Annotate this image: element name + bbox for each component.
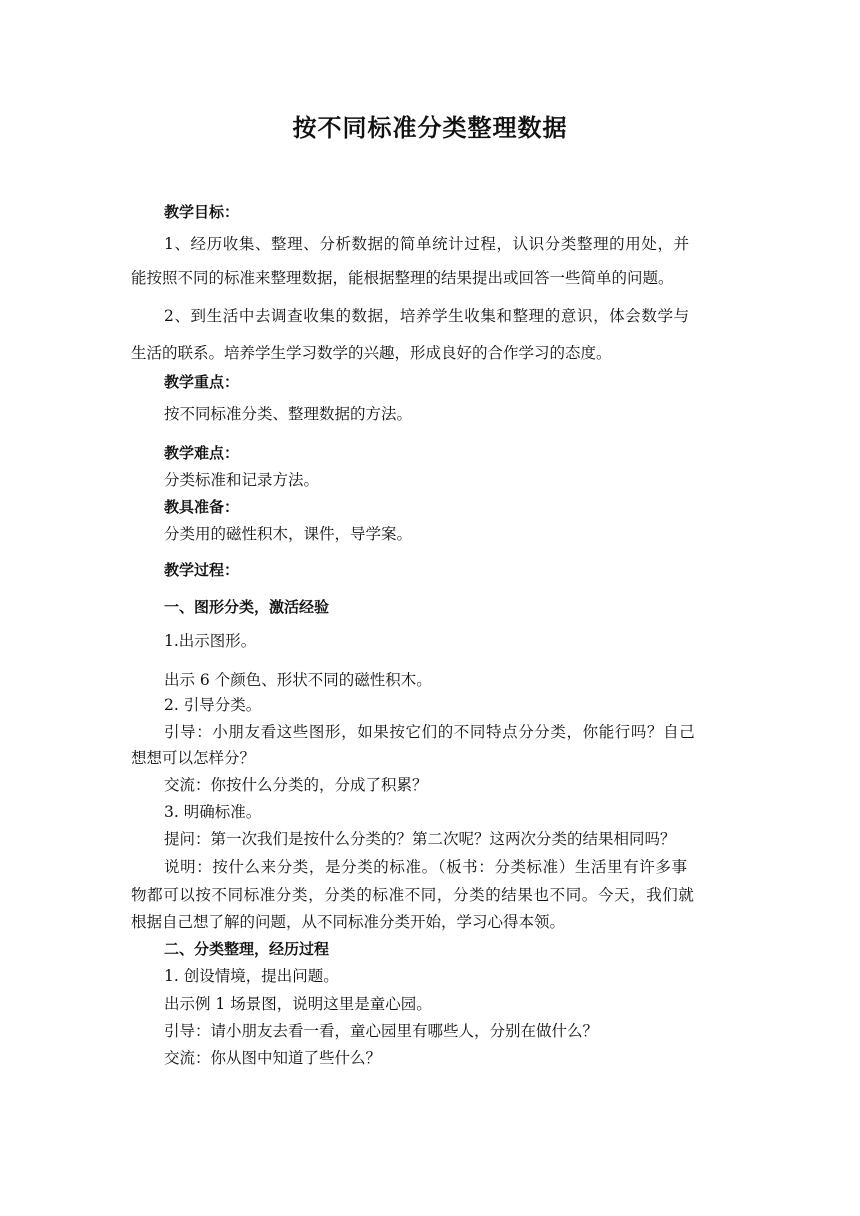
objective-2-line-1: 2、到生活中去调查收集的数据，培养学生收集和整理的意识，体会数学与 <box>164 307 690 325</box>
objective-2-line-2: 生活的联系。培养学生学习数学的兴趣，形成良好的合作学习的态度。 <box>131 344 612 362</box>
section-1-guide-line-1: 引导：小朋友看这些图形，如果按它们的不同特点分分类，你能行吗？自己 <box>164 723 696 741</box>
materials-heading: 教具准备： <box>164 498 240 516</box>
section-1-step-1-text: 出示 6 个颜色、形状不同的磁性积木。 <box>164 671 432 689</box>
objective-1-line-1: 1、经历收集、整理、分析数据的简单统计过程，认识分类整理的用处，并 <box>164 235 690 253</box>
page-title: 按不同标准分类整理数据 <box>292 114 568 142</box>
section-1-question: 提问：第一次我们是按什么分类的？第二次呢？这两次分类的结果相同吗？ <box>164 830 676 848</box>
section-1-explain-line-3: 根据自己想了解的问题，从不同标准分类开始，学习心得本领。 <box>131 913 566 931</box>
section-2-heading: 二、分类整理，经历过程 <box>164 940 330 958</box>
section-1-step-1: 1.出示图形。 <box>164 632 257 650</box>
section-1-step-2: 2. 引导分类。 <box>164 696 262 714</box>
objectives-heading: 教学目标： <box>164 203 240 221</box>
section-1-step-3: 3. 明确标准。 <box>164 803 262 821</box>
section-2-show: 出示例 1 场景图，说明这里是童心园。 <box>164 995 432 1013</box>
section-2-guide: 引导：请小朋友去看一看，童心园里有哪些人，分别在做什么？ <box>164 1022 599 1040</box>
key-point-heading: 教学重点： <box>164 373 240 391</box>
section-2-exchange: 交流：你从图中知道了些什么？ <box>164 1049 382 1067</box>
objective-1-line-2: 能按照不同的标准来整理数据，能根据整理的结果提出或回答一些简单的问题。 <box>131 269 674 287</box>
section-1-exchange: 交流：你按什么分类的，分成了积累？ <box>164 776 428 794</box>
section-1-heading: 一、图形分类，激活经验 <box>164 598 330 616</box>
difficulty-text: 分类标准和记录方法。 <box>164 471 320 489</box>
process-heading: 教学过程： <box>164 561 240 579</box>
materials-text: 分类用的磁性积木，课件，导学案。 <box>164 525 413 543</box>
section-1-explain-line-1: 说明：按什么来分类，是分类的标准。（板书：分类标准）生活里有许多事 <box>164 858 688 876</box>
difficulty-heading: 教学难点： <box>164 444 240 462</box>
section-1-guide-line-2: 想想可以怎样分？ <box>131 749 256 767</box>
section-1-explain-line-2: 物都可以按不同标准分类，分类的标准不同，分类的结果也不同。今天，我们就 <box>131 886 695 904</box>
section-2-step-1: 1. 创设情境，提出问题。 <box>164 967 339 985</box>
key-point-text: 按不同标准分类、整理数据的方法。 <box>164 405 413 423</box>
